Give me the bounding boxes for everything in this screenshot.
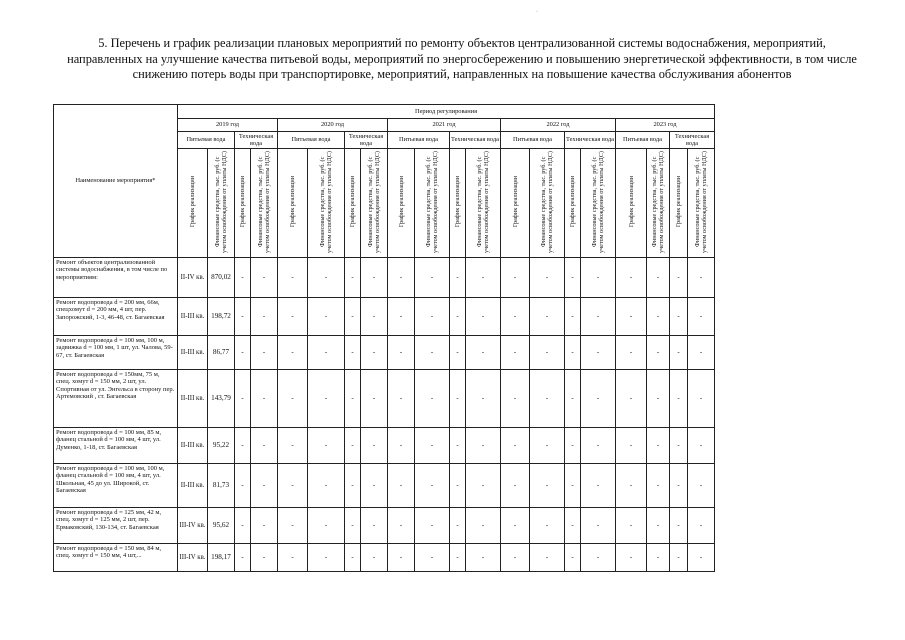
activity-name: Ремонт водопровода d = 125 мм, 42 м, спец. хомут d = 125 мм, 2 шт, пер. Ермаковский, 130-134, ст. Багаевская: [54, 508, 178, 544]
empty-cell: -: [235, 336, 251, 370]
empty-cell: -: [308, 508, 345, 544]
activity-name: Ремонт водопровода d = 100 мм, 85 м, фланец стальной d = 100 мм, 4 шт, ул. Думенко, 1-18, ст. Багаевская: [54, 428, 178, 464]
empty-cell: -: [501, 428, 530, 464]
funds-col-header: Финансовые средства, тыс. руб. (с учетом освобождения от уплаты НДС): [208, 149, 235, 258]
empty-cell: -: [688, 258, 715, 298]
empty-cell: -: [388, 508, 415, 544]
empty-cell: -: [450, 298, 466, 336]
schedule-col-header: График реализации: [616, 149, 647, 258]
empty-cell: -: [616, 508, 647, 544]
schedule-cell: III-IV кв.: [178, 508, 208, 544]
empty-cell: -: [647, 336, 670, 370]
empty-cell: -: [530, 370, 565, 428]
empty-cell: -: [345, 336, 361, 370]
empty-cell: -: [235, 370, 251, 428]
empty-cell: -: [466, 370, 501, 428]
empty-cell: -: [235, 464, 251, 508]
empty-cell: -: [530, 464, 565, 508]
empty-cell: -: [388, 370, 415, 428]
empty-cell: -: [361, 464, 388, 508]
empty-cell: -: [415, 508, 450, 544]
section-heading: 5. Перечень и график реализации плановых мероприятий по ремонту объектов централизованной системы водоснабжения, мероприятий, направленных на улучшение качества питьевой воды, мероприятий по энергосбережению и повышению энергетической эффективности, в том числе снижению потерь воды при транспортировке, мероприятий, направленных на повышение качества обслуживания абонентов: [67, 36, 857, 81]
empty-cell: -: [450, 508, 466, 544]
schedule-col-header: График реализации: [345, 149, 361, 258]
empty-cell: -: [388, 298, 415, 336]
empty-cell: -: [688, 544, 715, 572]
technical-water-header: Техническая вода: [450, 132, 501, 149]
empty-cell: -: [450, 428, 466, 464]
empty-cell: -: [581, 336, 616, 370]
schedule-col-header: График реализации: [278, 149, 308, 258]
empty-cell: -: [530, 298, 565, 336]
funds-col-header: Финансовые средства, тыс. руб. (с учетом освобождения от уплаты НДС): [581, 149, 616, 258]
schedule-col-header: График реализации: [178, 149, 208, 258]
funds-col-header: Финансовые средства, тыс. руб. (с учетом освобождения от уплаты НДС): [530, 149, 565, 258]
empty-cell: -: [581, 258, 616, 298]
empty-cell: -: [345, 544, 361, 572]
schedule-cell: II-III кв.: [178, 464, 208, 508]
empty-cell: -: [581, 464, 616, 508]
empty-cell: -: [581, 508, 616, 544]
empty-cell: -: [647, 370, 670, 428]
empty-cell: -: [647, 464, 670, 508]
funds-cell: 86,77: [208, 336, 235, 370]
schedule-col-header: График реализации: [501, 149, 530, 258]
empty-cell: -: [361, 508, 388, 544]
empty-cell: -: [278, 464, 308, 508]
empty-cell: -: [251, 258, 278, 298]
funds-col-header: Финансовые средства, тыс. руб. (с учетом освобождения от уплаты НДС): [415, 149, 450, 258]
empty-cell: -: [581, 428, 616, 464]
empty-cell: -: [251, 544, 278, 572]
empty-cell: -: [616, 544, 647, 572]
empty-cell: -: [466, 298, 501, 336]
technical-water-header: Техническая вода: [345, 132, 388, 149]
technical-water-header: Техническая вода: [235, 132, 278, 149]
empty-cell: -: [616, 428, 647, 464]
empty-cell: -: [388, 428, 415, 464]
drinking-water-header: Питьевая вода: [501, 132, 565, 149]
empty-cell: -: [278, 428, 308, 464]
empty-cell: -: [647, 258, 670, 298]
funds-cell: 198,17: [208, 544, 235, 572]
empty-cell: -: [308, 336, 345, 370]
empty-cell: -: [501, 298, 530, 336]
empty-cell: -: [361, 544, 388, 572]
empty-cell: -: [501, 370, 530, 428]
funds-cell: 95,22: [208, 428, 235, 464]
activity-name: Ремонт объектов централизованной системы водоснабжения, в том числе по мероприятиям:: [54, 258, 178, 298]
empty-cell: -: [688, 336, 715, 370]
year-header: 2019 год: [178, 119, 278, 132]
empty-cell: -: [501, 464, 530, 508]
empty-cell: -: [345, 464, 361, 508]
empty-cell: -: [501, 508, 530, 544]
empty-cell: -: [361, 336, 388, 370]
year-header: 2021 год: [388, 119, 501, 132]
table-row: [54, 258, 715, 298]
empty-cell: -: [235, 298, 251, 336]
empty-cell: -: [251, 508, 278, 544]
schedule-col-header: График реализации: [450, 149, 466, 258]
table-row: [54, 508, 715, 544]
empty-cell: -: [647, 544, 670, 572]
empty-cell: -: [388, 464, 415, 508]
activity-name: Ремонт водопровода d = 100 мм, 100 м, фланец стальной d = 100 мм, 4 шт, ул. Школьная, 45 до ул. Широкой, ст. Багаевская: [54, 464, 178, 508]
empty-cell: -: [235, 428, 251, 464]
empty-cell: -: [616, 464, 647, 508]
empty-cell: -: [415, 258, 450, 298]
empty-cell: -: [251, 428, 278, 464]
empty-cell: -: [530, 508, 565, 544]
empty-cell: -: [450, 464, 466, 508]
empty-cell: -: [670, 370, 688, 428]
empty-cell: -: [616, 258, 647, 298]
year-header: 2023 год: [616, 119, 715, 132]
schedule-col-header: График реализации: [565, 149, 581, 258]
empty-cell: -: [345, 298, 361, 336]
activity-name: Ремонт водопровода d = 150 мм, 84 м, спец. хомут d = 150 мм, 4 шт,...: [54, 544, 178, 572]
funds-cell: 870,02: [208, 258, 235, 298]
empty-cell: -: [415, 298, 450, 336]
empty-cell: -: [530, 336, 565, 370]
schedule-cell: II-III кв.: [178, 298, 208, 336]
empty-cell: -: [530, 544, 565, 572]
empty-cell: -: [235, 258, 251, 298]
drinking-water-header: Питьевая вода: [616, 132, 670, 149]
empty-cell: -: [345, 258, 361, 298]
empty-cell: -: [278, 544, 308, 572]
empty-cell: -: [688, 298, 715, 336]
empty-cell: -: [647, 428, 670, 464]
empty-cell: -: [415, 428, 450, 464]
empty-cell: -: [581, 544, 616, 572]
empty-cell: -: [530, 258, 565, 298]
empty-cell: -: [647, 508, 670, 544]
empty-cell: -: [581, 370, 616, 428]
empty-cell: -: [688, 508, 715, 544]
table-row: [54, 544, 715, 572]
empty-cell: -: [361, 428, 388, 464]
empty-cell: -: [670, 258, 688, 298]
empty-cell: -: [565, 370, 581, 428]
empty-cell: -: [616, 336, 647, 370]
empty-cell: -: [450, 258, 466, 298]
activity-name-header: Наименование мероприятия*: [54, 105, 178, 258]
empty-cell: -: [251, 464, 278, 508]
table-row: [54, 336, 715, 370]
empty-cell: -: [345, 428, 361, 464]
empty-cell: -: [565, 428, 581, 464]
empty-cell: -: [308, 258, 345, 298]
schedule-cell: III-IV кв.: [178, 544, 208, 572]
empty-cell: -: [688, 370, 715, 428]
empty-cell: -: [308, 298, 345, 336]
empty-cell: -: [466, 258, 501, 298]
table-row: [54, 428, 715, 464]
funds-col-header: Финансовые средства, тыс. руб. (с учетом освобождения от уплаты НДС): [466, 149, 501, 258]
schedule-col-header: График реализации: [670, 149, 688, 258]
empty-cell: -: [278, 508, 308, 544]
empty-cell: -: [501, 258, 530, 298]
empty-cell: -: [235, 544, 251, 572]
table-row: [54, 370, 715, 428]
empty-cell: -: [415, 370, 450, 428]
year-header: 2022 год: [501, 119, 616, 132]
scan-speck: ·: [536, 9, 538, 15]
empty-cell: -: [251, 298, 278, 336]
empty-cell: -: [450, 544, 466, 572]
empty-cell: -: [466, 428, 501, 464]
empty-cell: -: [565, 298, 581, 336]
empty-cell: -: [670, 464, 688, 508]
empty-cell: -: [530, 428, 565, 464]
schedule-table: [53, 104, 715, 572]
empty-cell: -: [361, 298, 388, 336]
empty-cell: -: [361, 258, 388, 298]
empty-cell: -: [565, 544, 581, 572]
funds-col-header: Финансовые средства, тыс. руб. (с учетом освобождения от уплаты НДС): [688, 149, 715, 258]
empty-cell: -: [565, 336, 581, 370]
empty-cell: -: [647, 298, 670, 336]
empty-cell: -: [501, 544, 530, 572]
period-header: Период регулирования: [178, 105, 715, 119]
empty-cell: -: [688, 428, 715, 464]
empty-cell: -: [688, 464, 715, 508]
activity-name: Ремонт водопровода d = 200 мм, 66м, спецхомут d = 200 мм, 4 шт, пер. Запорожский, 1-3, 46-48, ст. Багаевская: [54, 298, 178, 336]
empty-cell: -: [278, 258, 308, 298]
drinking-water-header: Питьевая вода: [278, 132, 345, 149]
empty-cell: -: [361, 370, 388, 428]
schedule-col-header: График реализации: [235, 149, 251, 258]
funds-cell: 143,79: [208, 370, 235, 428]
empty-cell: -: [415, 544, 450, 572]
empty-cell: -: [251, 370, 278, 428]
empty-cell: -: [308, 544, 345, 572]
empty-cell: -: [251, 336, 278, 370]
empty-cell: -: [466, 464, 501, 508]
empty-cell: -: [565, 508, 581, 544]
empty-cell: -: [278, 298, 308, 336]
technical-water-header: Техническая вода: [565, 132, 616, 149]
schedule-cell: II-III кв.: [178, 428, 208, 464]
empty-cell: -: [670, 298, 688, 336]
empty-cell: -: [670, 428, 688, 464]
funds-col-header: Финансовые средства, тыс. руб. (с учетом освобождения от уплаты НДС): [647, 149, 670, 258]
schedule-col-header: График реализации: [388, 149, 415, 258]
empty-cell: -: [581, 298, 616, 336]
empty-cell: -: [388, 544, 415, 572]
empty-cell: -: [565, 464, 581, 508]
funds-cell: 95,62: [208, 508, 235, 544]
activity-name: Ремонт водопровода d = 150мм, 75 м, спец. хомут d = 150 мм, 2 шт, ул. Спортивная от ул. Энгельса в сторону пер. Артемовский , ст. Багаевская: [54, 370, 178, 428]
empty-cell: -: [415, 336, 450, 370]
funds-col-header: Финансовые средства, тыс. руб. (с учетом освобождения от уплаты НДС): [251, 149, 278, 258]
year-header: 2020 год: [278, 119, 388, 132]
empty-cell: -: [501, 336, 530, 370]
empty-cell: -: [388, 336, 415, 370]
funds-col-header: Финансовые средства, тыс. руб. (с учетом освобождения от уплаты НДС): [361, 149, 388, 258]
funds-col-header: Финансовые средства, тыс. руб. (с учетом освобождения от уплаты НДС): [308, 149, 345, 258]
drinking-water-header: Питьевая вода: [388, 132, 450, 149]
empty-cell: -: [565, 258, 581, 298]
empty-cell: -: [670, 336, 688, 370]
empty-cell: -: [278, 336, 308, 370]
empty-cell: -: [616, 298, 647, 336]
empty-cell: -: [388, 258, 415, 298]
empty-cell: -: [466, 544, 501, 572]
drinking-water-header: Питьевая вода: [178, 132, 235, 149]
empty-cell: -: [670, 508, 688, 544]
schedule-cell: II-III кв.: [178, 336, 208, 370]
empty-cell: -: [308, 428, 345, 464]
funds-cell: 198,72: [208, 298, 235, 336]
empty-cell: -: [345, 508, 361, 544]
empty-cell: -: [466, 336, 501, 370]
empty-cell: -: [466, 508, 501, 544]
empty-cell: -: [616, 370, 647, 428]
schedule-cell: II-III кв.: [178, 370, 208, 428]
empty-cell: -: [345, 370, 361, 428]
empty-cell: -: [308, 464, 345, 508]
empty-cell: -: [415, 464, 450, 508]
table-row: [54, 464, 715, 508]
funds-cell: 81,73: [208, 464, 235, 508]
activity-name: Ремонт водопровода d = 100 мм, 100 м, задвижка d = 100 мм, 1 шт, ул. Чалова, 59-67, ст. Багаевская: [54, 336, 178, 370]
schedule-cell: II-IV кв.: [178, 258, 208, 298]
table-row: [54, 298, 715, 336]
empty-cell: -: [308, 370, 345, 428]
technical-water-header: Техническая вода: [670, 132, 715, 149]
empty-cell: -: [450, 370, 466, 428]
empty-cell: -: [235, 508, 251, 544]
empty-cell: -: [278, 370, 308, 428]
empty-cell: -: [450, 336, 466, 370]
empty-cell: -: [670, 544, 688, 572]
